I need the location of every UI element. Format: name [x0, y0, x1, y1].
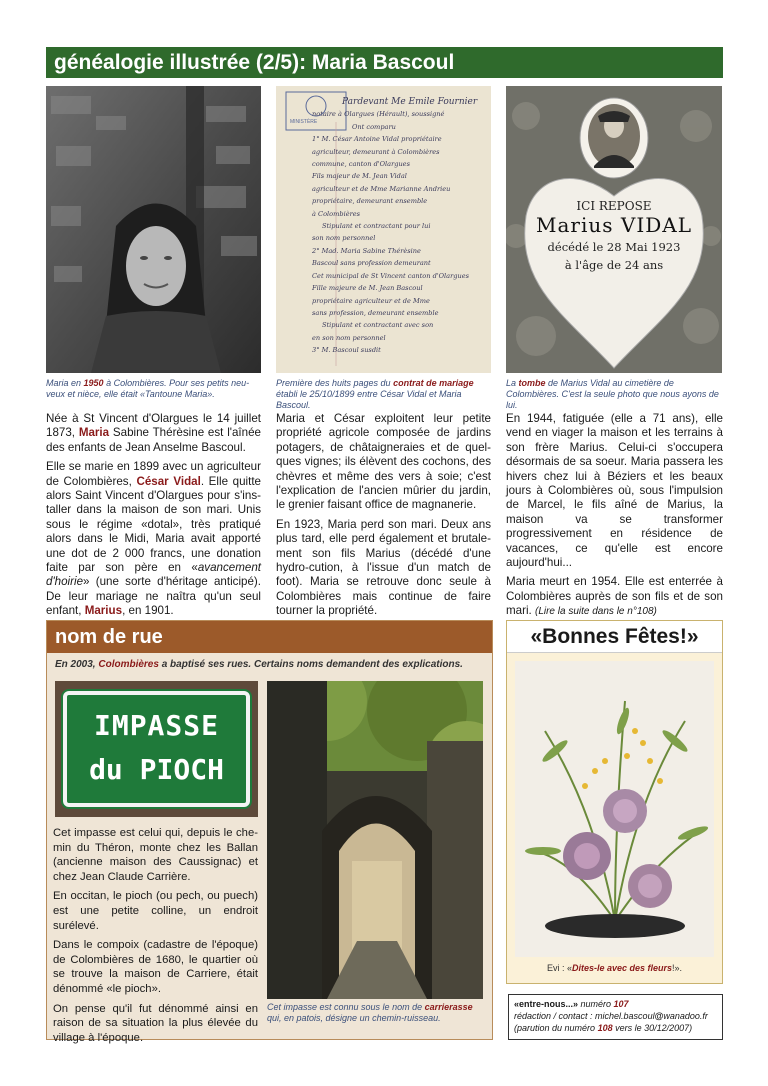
- page-title: généalogie illustrée (2/5): Maria Bascoul: [46, 47, 723, 78]
- paragraph: En 1923, Maria perd son mari. Deux ans plus tard, elle perd également et brutale-ment son fils Marius (décédé d'une hydro-cution, à l'issue d'un match de foot). Maria se retrouve donc seule à Colombières mais continue de faire tourner la propriété.: [276, 517, 491, 618]
- photo-flower-arrangement: [515, 661, 714, 957]
- caption-marriage-contract: Première des huits pages du contrat de mariage établi le 25/10/1899 entre César Vidal et Maria Bascoul.: [276, 378, 474, 410]
- caption-alley: Cet impasse est connu sous le nom de carrierasse qui, en patois, désigne un chemin-ruisseau.: [267, 1002, 473, 1023]
- street-name-text: [53, 826, 258, 1050]
- greetings-box: [506, 620, 723, 984]
- street-sign-line-1: IMPASSE: [93, 709, 219, 742]
- paragraph: On pense qu'il fut dénommé ainsi en raison de sa situation la plus élevée du village à l'époque.: [53, 1002, 258, 1044]
- paragraph: Maria et César exploitent leur petite propriété agricole composée de jardins potagers, de châtaigneraies et de quel-ques vignes; ils élèvent des cochons, des chèvres et même des vers à soie; c'est l'explication de l'ancien mûrier du jardin, le grenier faisant office de magnanerie.: [276, 412, 491, 512]
- issue-line: «entre-nous...» numéro 107: [514, 999, 629, 1009]
- publication-info: [508, 994, 723, 1040]
- caption-tomb: La tombe de Marius Vidal au cimetière de Colombières. C'est la seule photo que nous ayons de lui.: [506, 378, 719, 410]
- tomb-line-1: ICI REPOSE: [576, 199, 652, 213]
- tomb-line-2: Marius VIDAL: [536, 213, 692, 237]
- paragraph: Cet impasse est celui qui, depuis le che-min du Théron, monte chez les Ballan (ancienne maison des Caussignac) et chez Jean Claude Carrière.: [53, 827, 258, 883]
- street-name-intro: En 2003, Colombières a baptisé ses rues. Certains noms demandent des explications.: [55, 659, 463, 670]
- greetings-title: «Bonnes Fêtes!»: [507, 621, 722, 653]
- photo-street-sign: [55, 681, 258, 817]
- paragraph: Elle se marie en 1899 avec un agriculteur de Colombières, César Vidal. Elle quitte alors Saint Vincent d'Olargues pour s'ins-taller dans la maison de son mari. Unis sous le régime «dotal», très pratiqué alors dans le Midi, Maria avait apporté une dot de 2 000 francs, une donation faite par son père en «avancement d'hoirie» (une sorte d'héritage anticipé). De leur mariage ne naîtra qu'un seul enfant, Marius, en 1901.: [46, 460, 262, 618]
- street-sign-line-2: du PIOCH: [89, 753, 224, 786]
- contract-handwriting: Pardevant Me Emile Fournier notaire à Olargues (Hérault), soussigné Ont comparu 1° M. César Antoine Vidal propriétaire agriculteur, demeurant à Colombières commune, canton d'Olargues Fils majeur de M. Jean Vidal agriculteur et de Mme Marianne Andrieu propriétaire, demeurant ensemble à Colombières Stipulant et contractant pour lui son nom personnel 2° Mad. Maria Sabine Thérèsine Bascoul sans profession demeurant Cet municipal de St Vincent canton d'Olargues Fille majeure de M. Jean Bascoul propriétaire agriculteur et de Mme sans profession, demeurant ensemble Stipulant et contractant avec son en son nom personnel 3° M. Bascoul susdit: [312, 97, 478, 355]
- tomb-line-4: à l'âge de 24 ans: [564, 258, 664, 272]
- article-column-2: [276, 412, 491, 624]
- photo-alley: [267, 681, 483, 999]
- photo-marriage-contract: [276, 86, 491, 373]
- article-column-3: [506, 412, 723, 625]
- caption-flowers: Evi : «Dites-le avec des fleurs!».: [546, 963, 683, 973]
- caption-maria-portrait: Maria en 1950 à Colombières. Pour ses petits neu-veux et nièce, elle était «Tantoune Maria».: [46, 378, 250, 399]
- paragraph: Dans le compoix (cadastre de l'époque) de Colombières de 1680, le quartier où se trouve la maison de Carriere, était dénommé «le pioch».: [53, 939, 258, 995]
- next-issue-line: (parution du numéro 108 vers le 30/12/2007): [514, 1023, 693, 1033]
- paragraph: Née à St Vincent d'Olargues le 14 juillet 1873, Maria Sabine Thérèsine est l'aînée des enfants de Jean Anselme Bascoul.: [46, 412, 261, 454]
- street-name-title: nom de rue: [47, 621, 492, 653]
- paragraph: Maria meurt en 1954. Elle est enterrée à Colombières auprès de son fils et de son mari. (Lire la suite dans le n°108): [506, 575, 723, 618]
- street-sign: [63, 691, 250, 807]
- photo-tomb: [506, 86, 722, 373]
- street-name-box: [46, 620, 493, 1044]
- contact-line: rédaction / contact : michel.bascoul@wanadoo.fr: [514, 1011, 708, 1021]
- paragraph: En 1944, fatiguée (elle a 71 ans), elle vend en viager la maison et les terrains à son frère Marius. Celui-ci s'occupera désormais de sa soeur. Maria passera les hivers chez lui à Béziers et les beaux jours à Colombières où, sous l'impulsion de Marcel, le fils aîné de Marius, la maison va se transformer progressivement en résidence de vacances, ce qu'elle est encore aujourd'hui...: [506, 412, 723, 570]
- article-column-1: [46, 412, 261, 624]
- tomb-line-3: décédé le 28 Mai 1923: [547, 240, 681, 254]
- photo-maria-portrait: [46, 86, 261, 373]
- contract-stamp: MINISTÈRE: [290, 119, 318, 125]
- paragraph: En occitan, le pioch (ou pech, ou puech) est une petite colline, un endroit surélevé.: [53, 890, 258, 932]
